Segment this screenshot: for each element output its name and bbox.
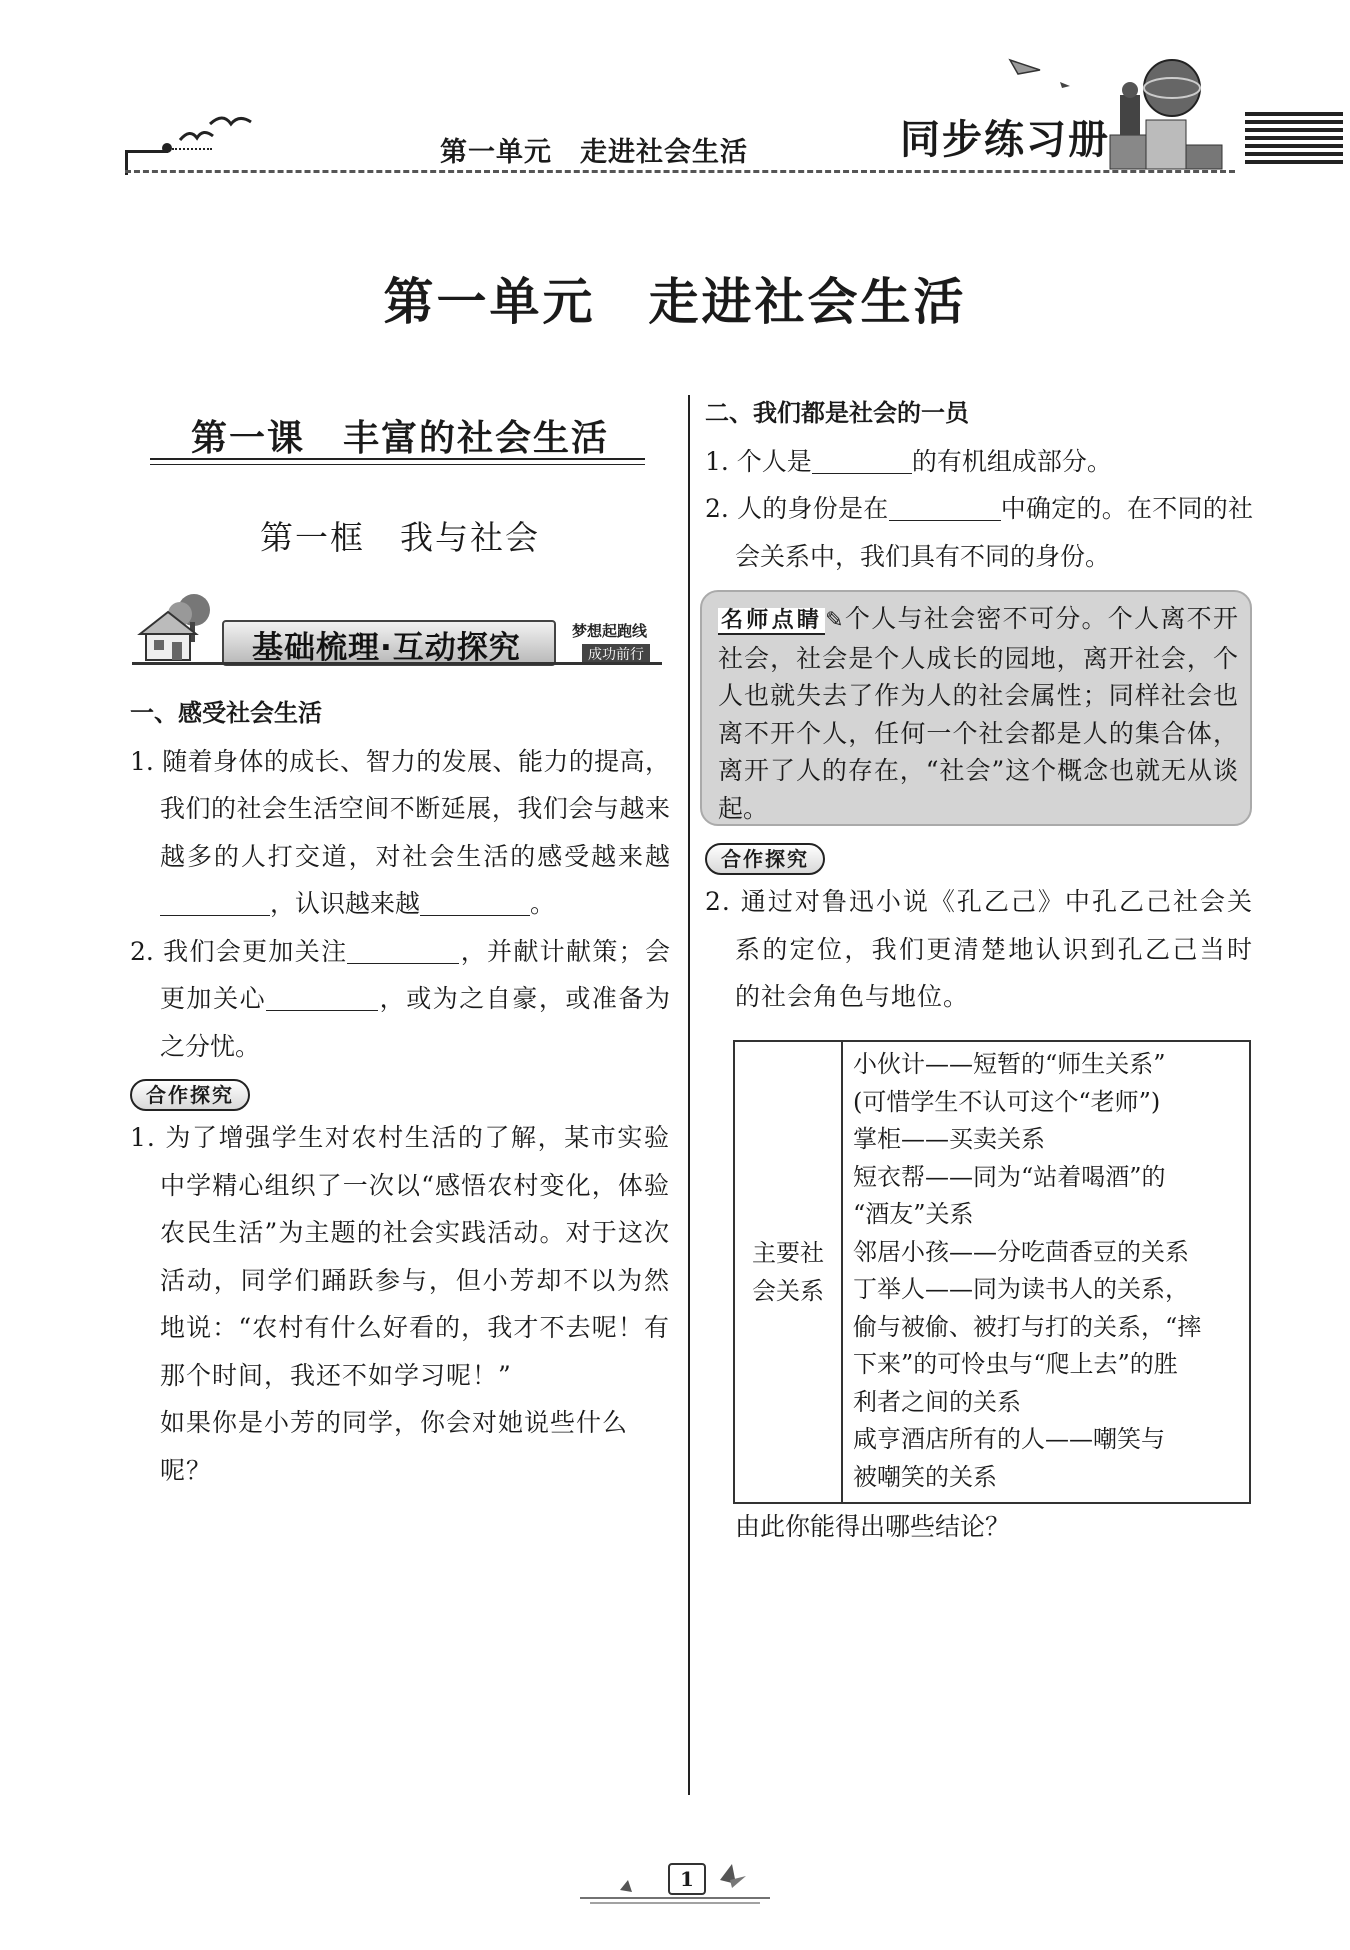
question-1-ask: 如果你是小芳的同学，你会对她说些什么呢？	[160, 1408, 629, 1485]
section1-item2	[130, 928, 670, 1071]
table-line: 小伙计——短暂的“师生关系”	[853, 1050, 1166, 1078]
section2-item1	[705, 438, 1253, 486]
right-column-mid	[705, 838, 1253, 1021]
answer-blank[interactable]	[347, 933, 459, 964]
answer-blank[interactable]	[420, 885, 530, 916]
item-text: 中确定的。在不同的社会关系中，我们具有不同的身份。	[735, 494, 1253, 571]
table-row	[734, 1041, 1250, 1503]
item-text: 的有机组成部分。	[911, 446, 1112, 476]
item-text: ，或为之自豪，或准备为之分忧。	[160, 984, 670, 1061]
running-title: 第一单元 走进社会生活	[440, 137, 748, 168]
teacher-tip	[718, 600, 1238, 827]
answer-blank[interactable]	[812, 443, 912, 474]
section-banner	[132, 592, 662, 672]
banner-rule	[132, 662, 662, 665]
banner-title: 基础梳理·互动探究	[252, 630, 521, 666]
item-text: 。	[530, 889, 556, 918]
table-line: 咸亨酒店所有的人——嘲笑与	[853, 1425, 1165, 1453]
answer-blank[interactable]	[266, 980, 378, 1011]
teacher-tip-text: 个人与社会密不可分。个人离不开社会，社会是个人成长的园地，离开社会，个人也就失去了作为人的社会属性；同样社会也离不开个人，任何一个社会都是人的集合体，离开了人的存在，“社会”这个概念也就无从谈起。	[718, 604, 1238, 823]
item-text: 1. 个人是	[705, 446, 812, 476]
answer-blank[interactable]	[889, 490, 1001, 521]
lesson-rule	[150, 458, 645, 460]
item-text: 1. 随着身体的成长、智力的发展、能力的提高，我们的社会生活空间不断延展，我们会与越来越多的人打交道，对社会生活的感受越来越	[130, 746, 670, 871]
teacher-tip-tag: 名师点睛	[718, 608, 825, 635]
table-line: 被嘲笑的关系	[853, 1462, 997, 1491]
brand-title: 同步练习册	[900, 116, 1110, 163]
right-column-top	[705, 390, 1253, 580]
social-relations-table	[733, 1040, 1251, 1504]
table-line: 利者之间的关系	[853, 1387, 1021, 1416]
section1-heading: 一、感受社会生活	[130, 699, 322, 727]
frame-title: 第一框 我与社会	[260, 518, 540, 557]
cooperation-label: 合作探究	[130, 1079, 250, 1111]
section2-item2	[705, 485, 1253, 580]
table-line: 短衣帮——同为“站着喝酒”的	[853, 1162, 1166, 1191]
section1-item1	[130, 738, 670, 928]
unit-title: 第一单元 走进社会生活	[383, 273, 967, 331]
cooperation-label-wrap	[130, 1074, 670, 1114]
answer-blank[interactable]	[160, 885, 270, 916]
banner-subtitle-2: 成功前行	[582, 644, 650, 664]
left-column	[130, 690, 670, 1494]
item-text: ，认识越来越	[270, 889, 421, 918]
cooperation-label-2: 合作探究	[705, 843, 825, 875]
question-1: 1. 为了增强学生对农村生活的了解，某市实验中学精心组织了一次以“感悟农村变化，体验农民生活”为主题的社会实践活动。对于这次活动，同学们踊跃参与，但小芳却不以为然地说：“农村有什么好看的，我才不去呢！有那个时间，我还不如学习呢！”	[130, 1123, 670, 1390]
column-divider	[688, 395, 690, 1795]
table-line: 丁举人——同为读书人的关系，	[853, 1275, 1189, 1303]
table-line: 下来”的可怜虫与“爬上去”的胜	[853, 1350, 1178, 1378]
section2-heading: 二、我们都是社会的一员	[705, 399, 969, 427]
lesson-rule-thin	[150, 464, 645, 465]
table-line: (可惜学生不认可这个“老师”)	[853, 1087, 1161, 1116]
question-2: 2. 通过对鲁迅小说《孔乙己》中孔乙己社会关系的定位，我们更清楚地认识到孔乙己当时的社会角色与地位。	[705, 887, 1253, 1011]
cooperation-label-wrap-2	[705, 838, 1253, 878]
header-dot	[162, 143, 172, 153]
table-line: 偷与被偷、被打与打的关系，“摔	[853, 1312, 1202, 1341]
lesson-title: 第一课 丰富的社会生活	[190, 417, 609, 459]
house-tree-icon	[132, 592, 232, 664]
table-line: 掌柜——买卖关系	[853, 1125, 1045, 1153]
item-text: ，并献计献策；会更加关心	[160, 936, 670, 1013]
question-2-ask: 由此你能得出哪些结论？	[735, 1512, 1011, 1541]
table-line: 邻居小孩——分吃茴香豆的关系	[853, 1237, 1189, 1266]
page-number: 1	[668, 1863, 706, 1895]
table-key: 主要社会关系	[752, 1239, 824, 1305]
table-key-cell	[734, 1041, 842, 1503]
header-dashed-rule	[125, 170, 1235, 173]
birds-icon	[175, 110, 255, 160]
banner-subtitle: 梦想起跑线	[572, 622, 648, 640]
teacher-tip-box	[700, 590, 1252, 826]
header-stripes	[1245, 112, 1343, 172]
table-value-cell	[842, 1041, 1250, 1503]
table-line: “酒友”关系	[853, 1200, 974, 1228]
item-text: 2. 我们会更加关注	[130, 936, 348, 966]
pen-icon: ✎	[825, 608, 844, 633]
item-text: 2. 人的身份是在	[705, 494, 889, 523]
